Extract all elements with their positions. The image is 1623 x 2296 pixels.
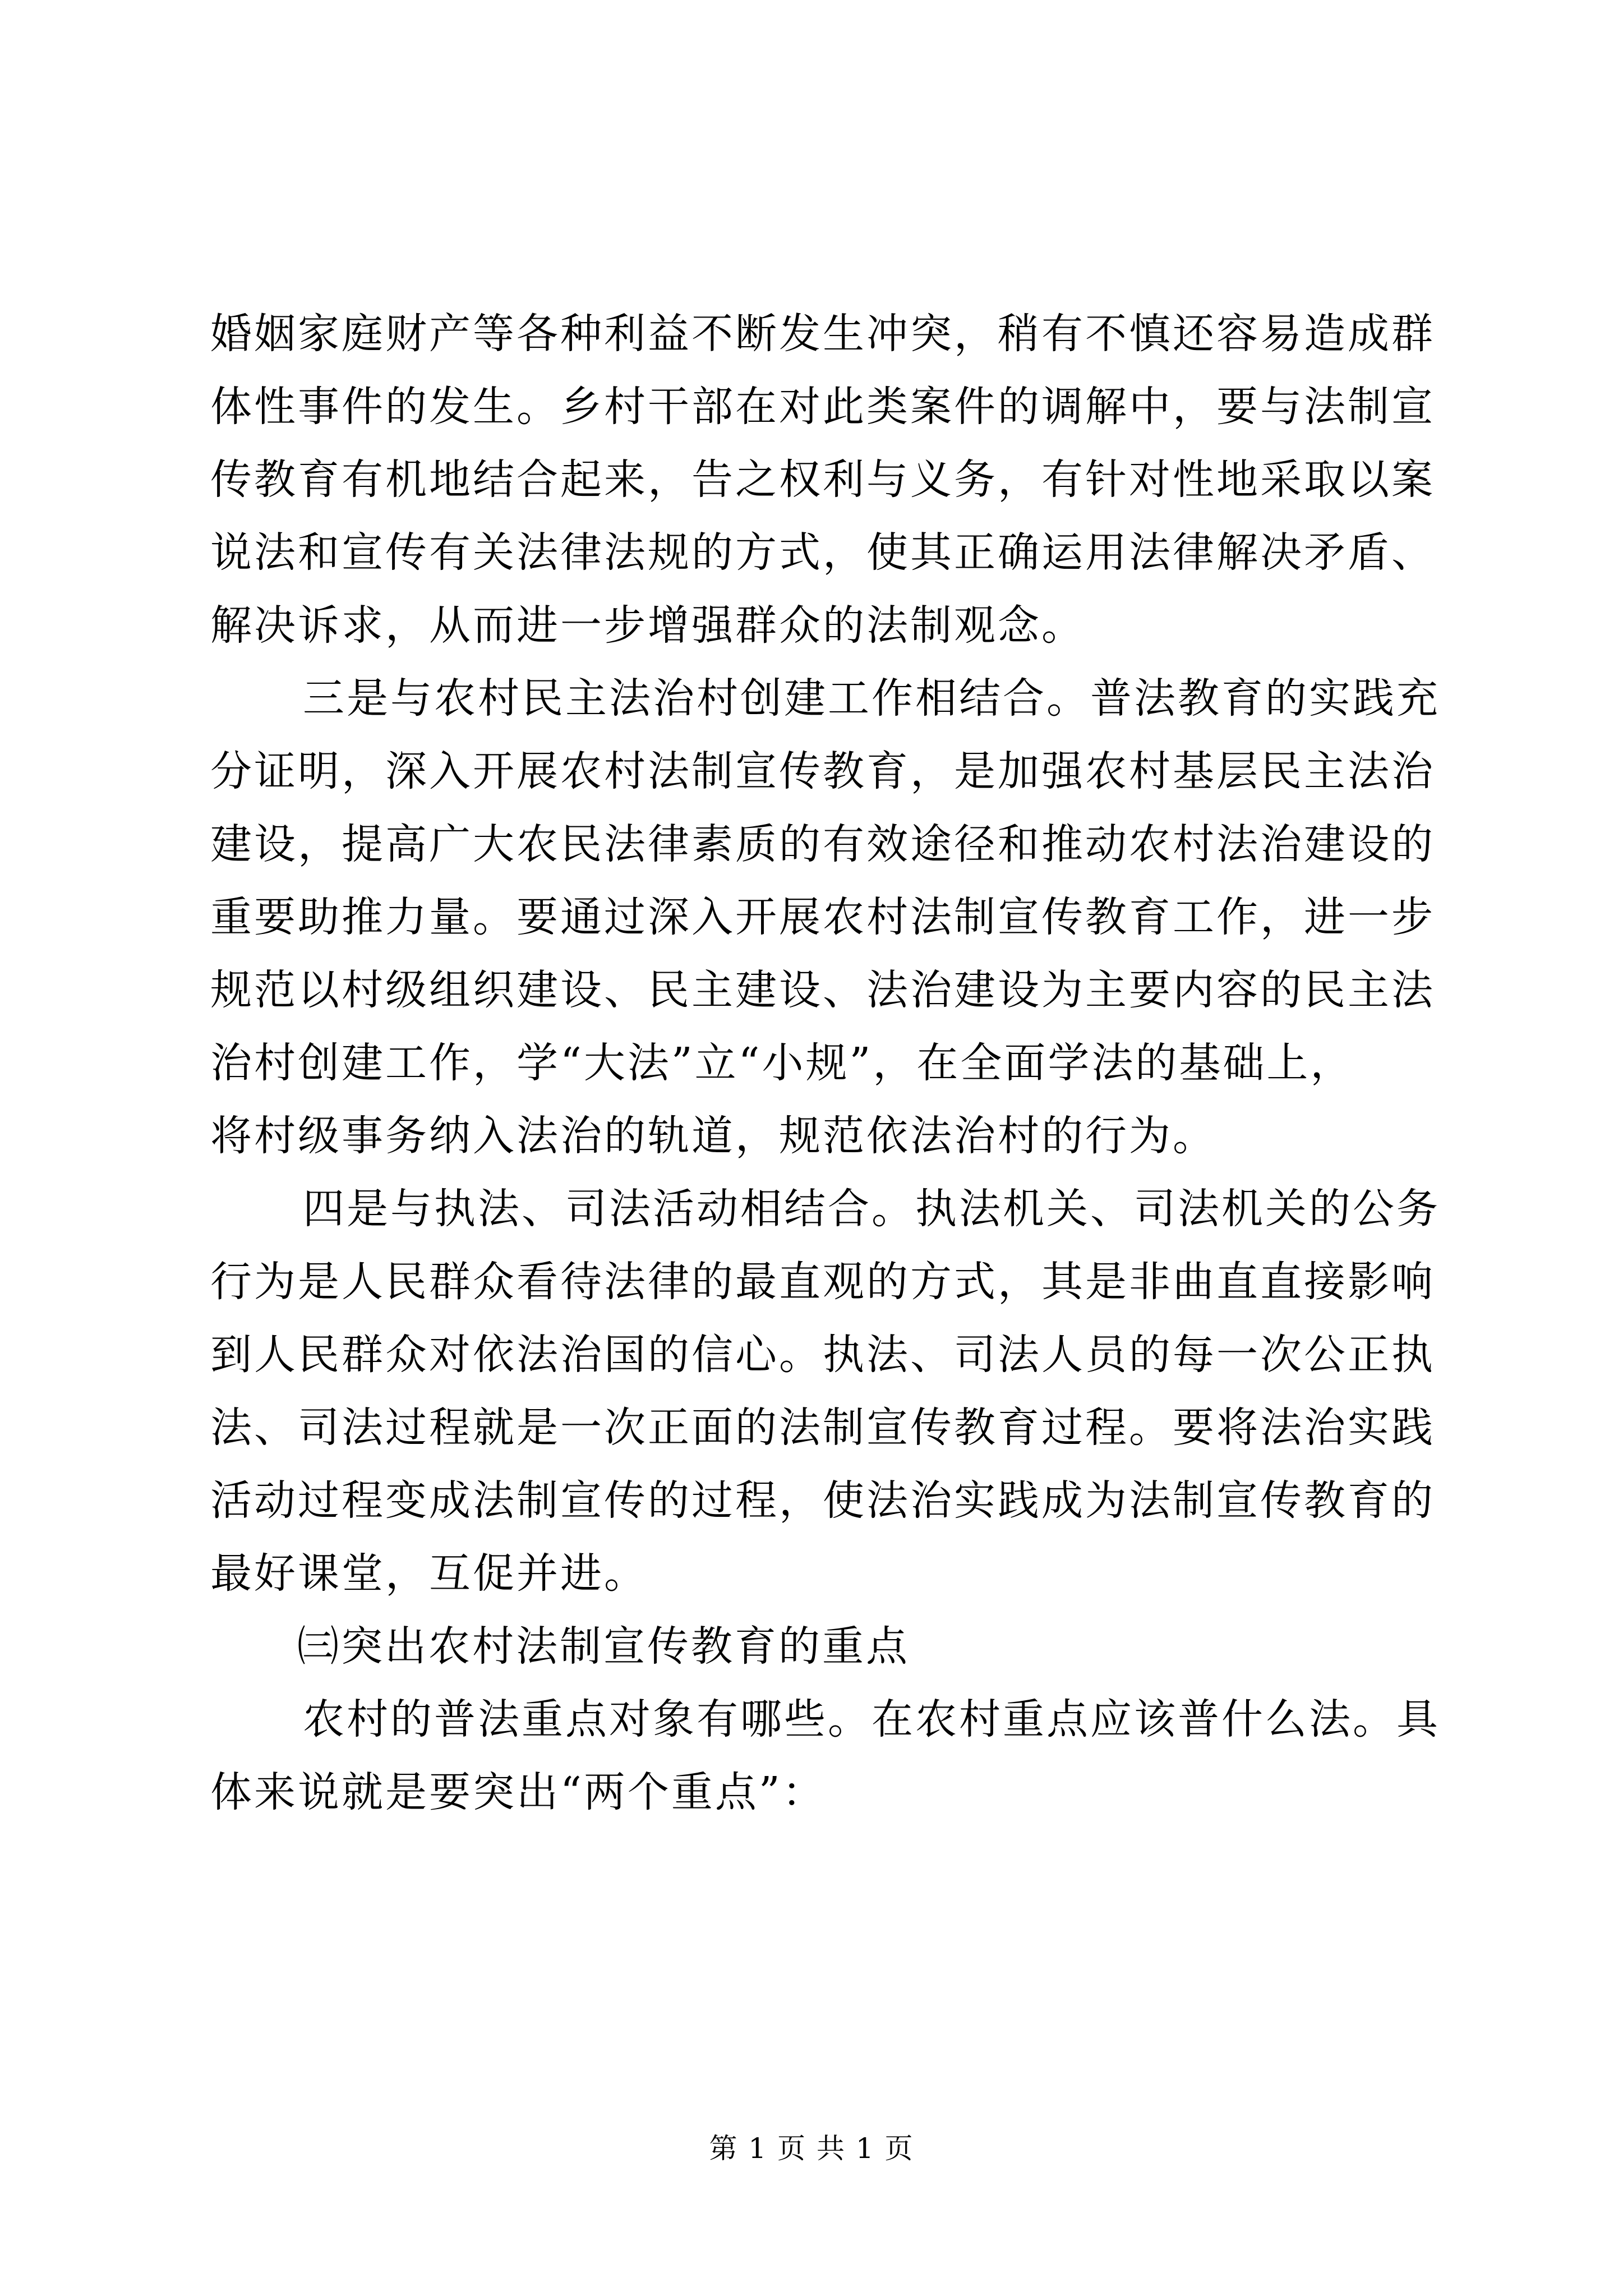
text-line: 婚姻家庭财产等各种利益不断发生冲突，稍有不慎还容易造成群 xyxy=(210,310,1435,358)
text-line: 将村级事务纳入法治的轨道，规范依法治村的行为。 xyxy=(210,1112,1216,1160)
text-line: 活动过程变成法制宣传的过程，使法治实践成为法制宣传教育的 xyxy=(210,1476,1435,1525)
text-line: 说法和宣传有关法律法规的方式，使其正确运用法律解决矛盾、 xyxy=(210,528,1435,577)
paragraph-first-line: 农村的普法重点对象有哪些。在农村重点应该普什么法。具 xyxy=(303,1695,1440,1743)
text-line: 法、司法过程就是一次正面的法制宣传教育过程。要将法治实践 xyxy=(210,1404,1435,1452)
text-line: 分证明，深入开展农村法制宣传教育，是加强农村基层民主法治 xyxy=(210,747,1435,795)
text-line: 到人民群众对依法治国的信心。执法、司法人员的每一次公正执 xyxy=(210,1331,1435,1379)
text-line: 体性事件的发生。乡村干部在对此类案件的调解中，要与法制宣 xyxy=(210,383,1435,431)
text-line: 建设，提高广大农民法律素质的有效途径和推动农村法治建设的 xyxy=(210,820,1435,868)
section-heading: ㈢突出农村法制宣传教育的重点 xyxy=(297,1622,910,1671)
text-line: 重要助推力量。要通过深入开展农村法制宣传教育工作，进一步 xyxy=(210,893,1435,941)
text-line: 体来说就是要突出“两个重点”： xyxy=(210,1768,826,1816)
text-line: 解决诉求，从而进一步增强群众的法制观念。 xyxy=(210,601,1085,650)
text-line: 治村创建工作，学“大法”立“小规”，在全面学法的基础上， xyxy=(210,1039,1354,1087)
page-number-footer: 第 1 页 共 1 页 xyxy=(709,2132,914,2165)
text-line: 行为是人民群众看待法律的最直观的方式，其是非曲直直接影响 xyxy=(210,1258,1435,1306)
paragraph-first-line: 四是与执法、司法活动相结合。执法机关、司法机关的公务 xyxy=(303,1185,1440,1233)
text-line: 规范以村级组织建设、民主建设、法治建设为主要内容的民主法 xyxy=(210,966,1435,1014)
paragraph-first-line: 三是与农村民主法治村创建工作相结合。普法教育的实践充 xyxy=(303,674,1440,723)
text-line: 传教育有机地结合起来，告之权利与义务，有针对性地采取以案 xyxy=(210,455,1435,504)
text-line: 最好课堂，互促并进。 xyxy=(210,1549,648,1598)
